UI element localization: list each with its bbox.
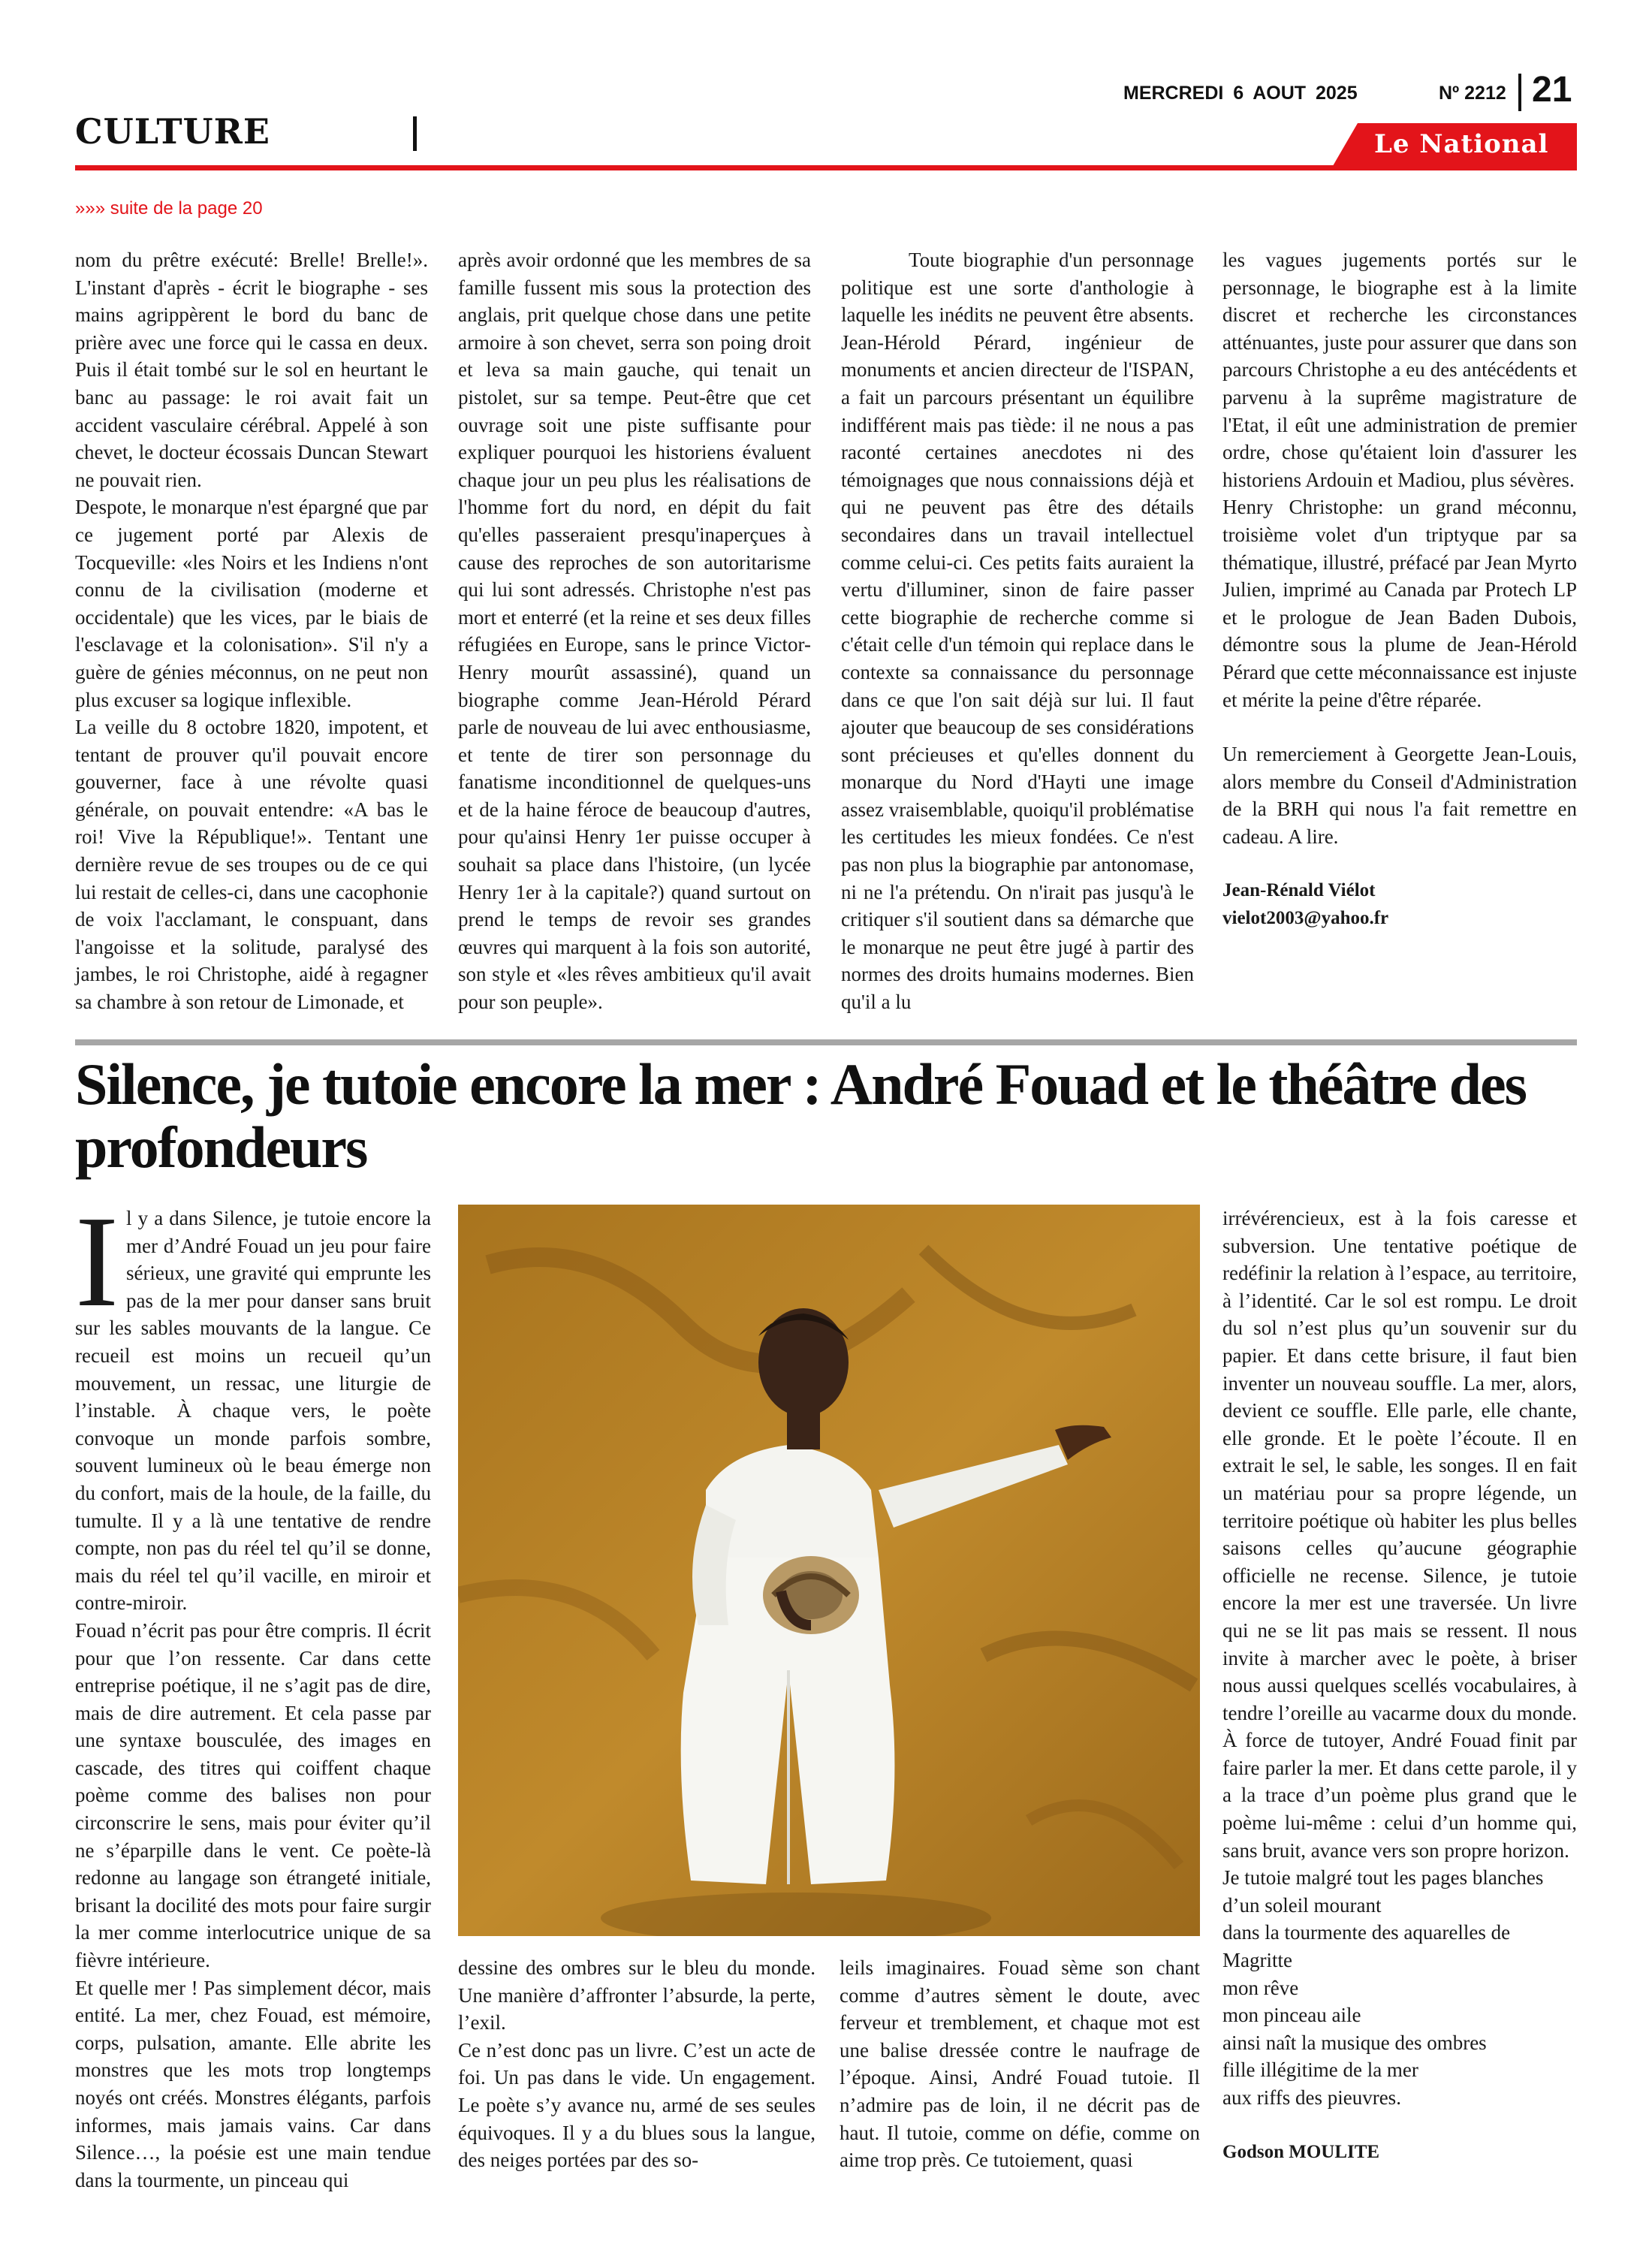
poem-line: Je tutoie malgré tout les pages blanches — [1222, 1866, 1544, 1890]
paragraph-text: l y a dans Silence, je tutoie encore la mer d’André Fouad un jeu pour faire sérieux, une gravité qui emprunte les pas de la mer pour danser sans bruit sur les sables mouvants de la langue. Ce recueil est moins un recueil qu’un mouvement, un ressac, une liturgie de l’instable. À chaque vers, le poète convoque un monde parfois sombre, souvent lumineux où le beau émerge non du confort, mais de la houle, de la faille, du tumulte. Il y a là une tentative de rendre compte, non pas du réel tel qu’il se donne, mais du réel tel qu’il vacille, en miroir et contre-miroir. — [75, 1207, 431, 1615]
article1-column-2 — [458, 246, 811, 1016]
paragraph: La veille du 8 octobre 1820, impotent, et tentant de prouver qu'il pouvait encore gouverner, face à une révolte quasi générale, on pouvait entendre: «A bas le roi! Vive la République!». Tentant une dernière revue de ses troupes ou de ce qui lui restait de celles-ci, dans une cacophonie de voix l'acclamant, le conspuant, dans l'angoisse et la solitude, paralysé des jambes, le roi Christophe, aidé à regagner sa chambre à son retour de Limonade, et — [75, 716, 428, 1014]
continued-from-link[interactable]: »»» suite de la page 20 — [75, 198, 263, 219]
article-divider — [75, 1039, 1577, 1045]
section-title: CULTURE — [75, 111, 270, 152]
header-divider — [1518, 74, 1521, 111]
paragraph: Toute biographie d'un personnage politique est une sorte d'anthologie à laquelle les inédits ne peuvent être absents. Jean-Hérold Pérard, ingénieur de monuments et ancien directeur de l'ISPAN, a fait un parcours présentant un équilibre indifférent mais pas tiède: il ne nous a pas raconté certaines anecdotes ni des témoignages que nous connaissions déjà et qui ne peuvent pas être des détails secondaires dans un travail intellectuel comme celui-ci. Ces petits faits auraient la vertu d'illuminer, sinon de faire passer cette biographie de recherche comme si c'était celle d'un témoin qui replace dans le contexte sa connaissance du personnage dans ce que l'on sait déjà sur lui. Il faut ajouter que beaucoup de ses considérations sont précieuses et qu'elles donnent du monarque du Nord d'Hayti une image assez vraisemblable, quoiqu'il problématise les certitudes les mieux fondées. Ce n'est pas non plus la biographie par antonomase, ni ne l'a prétendu. On n'irait pas jusqu'à le critiquer s'il soutient dans sa démarche que le monarque ne peut être jugé à partir des normes des droits humains modernes. Bien qu'il a lu — [841, 249, 1194, 1014]
article1-column-3 — [841, 246, 1194, 1016]
paragraph: nom du prêtre exécuté: Brelle! Brelle!». L'instant d'après - écrit le biographe - ses mains agrippèrent le bord du banc de prière avec une force qui le cassa en deux. Puis il était tombé sur le sol en heurtant le banc au passage: le roi avait fait un accident vasculaire cérébral. Appelé à son chevet, le docteur écossais Duncan Stewart ne pouvait rien. — [75, 249, 428, 491]
poem-line: dans la tourmente des aquarelles de Magritte — [1222, 1921, 1511, 1972]
newspaper-name: Le National — [1374, 129, 1549, 159]
poem-line: mon rêve — [1222, 1976, 1299, 1999]
article2-column-2 — [458, 1954, 815, 2174]
article2-column-1 — [75, 1189, 431, 2194]
paragraph: Ce n’est donc pas un livre. C’est un acte de foi. Un pas dans le vide. Un engagement. Le poète s’y avance nu, armé de ses seules équivoques. Il y a du blues sous la langue, des neiges portées par des so- — [458, 2038, 815, 2172]
paragraph: Un remerciement à Georgette Jean-Louis, alors membre du Conseil d'Administration de la BRH qui nous l'a fait remettre en cadeau. A lire. — [1222, 743, 1577, 848]
paragraph — [75, 1189, 431, 1617]
paragraph: Et quelle mer ! Pas simplement décor, mais entité. La mer, chez Fouad, est mémoire, corps, pulsation, amante. Elle abrite les monstres que les mots trop longtemps noyés ont créés. Monstres élégants, parfois informes, mais jamais vains. Car dans Silence…, la poésie est une main tendue dans la tourmente, un pinceau qui — [75, 1976, 431, 2191]
poem-line: d’un soleil mourant — [1222, 1893, 1382, 1917]
article1-column-4 — [1222, 246, 1577, 933]
article2-column-4 — [1222, 1205, 1577, 2166]
author-name: Godson MOULITE — [1222, 2141, 1380, 2162]
paragraph: dessine des ombres sur le bleu du monde. Une manière d’affronter l’absurde, la perte, l’exil. — [458, 1956, 815, 2034]
paragraph: les vagues jugements portés sur le personnage, le biographe est à la limite discret et recherche les circonstances atténuantes, juste pour assurer que dans son parcours Christophe a eu des antécédents et parvenu à la suprême magistrature de l'Etat, il eût une administration de premier ordre, chose qu'étaient loin d'assurer les historiens Ardouin et Madiou, plus sévères. — [1222, 249, 1577, 491]
paragraph: Fouad n’écrit pas pour être compris. Il écrit pour que l’on ressente. Car dans cette entreprise poétique, il ne s’agit pas de dire, mais de dire autrement. Et cela passe par une syntaxe bousculée, des images en cascade, des titres qui coiffent chaque poème comme des balises non pour circonscrire le sens, mais pour éviter qu’il ne s’éparpille dans le vent. Ce poète-là redonne au langage son étrangeté initiale, brisant la docilité des mots pour faire surgir la mer comme interlocutrice unique de sa fièvre intérieure. — [75, 1618, 431, 1972]
poem-line: fille illégitime de la mer — [1222, 2058, 1418, 2082]
drop-cap: I — [75, 1189, 119, 1334]
poem-line: mon pinceau aile — [1222, 2004, 1361, 2027]
paragraph: Despote, le monarque n'est épargné que par ce jugement porté par Alexis de Tocqueville: «les Noirs et les Indiens n'ont connu de la civilisation (moderne et occidentale) que les vices, par le biais de l'esclavage et la colonisation». S'il n'y a guère de génies méconnus, on ne peut non plus excuser sa logique inflexible. — [75, 496, 428, 711]
article-photo — [458, 1205, 1200, 1936]
poem-line: ainsi naît la musique des ombres — [1222, 2031, 1487, 2054]
article2-column-3 — [840, 1954, 1200, 2174]
author-email[interactable]: vielot2003@yahoo.fr — [1222, 908, 1389, 929]
issue-date: MERCREDI 6 AOUT 2025 — [1123, 83, 1358, 104]
article1-column-1 — [75, 246, 428, 1016]
section-divider — [413, 116, 417, 151]
poem-line: aux riffs des pieuvres. — [1222, 2086, 1401, 2109]
page-number: 21 — [1532, 70, 1572, 110]
article-headline: Silence, je tutoie encore la mer : André Fouad et le théâtre des profondeurs — [75, 1051, 1527, 1180]
author-name: Jean-Rénald Viélot — [1222, 880, 1376, 901]
issue-number: Nº 2212 — [1439, 83, 1506, 104]
paragraph: leils imaginaires. Fouad sème son chant comme d’autres sèment le doute, avec ferveur et tremblement, et chaque mot est une balise dressée contre le naufrage de l’époque. Ainsi, André Fouad tutoie. Il n’admire pas de loin, il ne décrit pas de haut. Il tutoie, comme on défie, comme on aime trop près. Ce tutoiement, quasi — [840, 1956, 1200, 2172]
paragraph: irrévérencieux, est à la fois caresse et subversion. Une tentative poétique de redéfinir la relation à l’espace, au territoire, à l’identité. Car le sol est rompu. Le droit du sol n’est plus qu’un souvenir sur du papier. Et dans cette brisure, il faut bien inventer un nouveau souffle. La mer, alors, devient ce souffle. Elle parle, elle chante, elle gronde. Et le poète l’écoute. Il en extrait le sel, le sable, les songes. Il en fait un matériau pour sa propre légende, un territoire poétique où habiter les plus belles saisons celles qu’aucune géographie officielle ne recense. Silence, je tutoie encore la mer est une traversée. Un livre qui ne se lit pas mais se ressent. Il nous invite à marcher avec le poète, à briser nous aussi quelques scellés vocabulaires, à tendre l’oreille au vacarme doux du monde. À force de tutoyer, André Fouad finit par faire parler la mer. Et dans cette parole, il y a la trace d’un poème plus grand que le poème lui-même : celui d’un homme qui, sans bruit, avance vers son propre horizon. — [1222, 1207, 1577, 1862]
paragraph: après avoir ordonné que les membres de sa famille fussent mis sous la protection des anglais, prit quelque chose dans une petite armoire à son chevet, serra son poing droit et leva sa main gauche, qui tenait un pistolet, sur sa tempe. Peut-être que cet ouvrage soit une piste suffisante pour expliquer pourquoi les historiens évaluent chaque jour un peu plus les réalisations de l'homme fort du nord, en dépit du fait qu'elles passeraient presqu'inaperçues à cause des reproches de son autoritarisme qui lui sont adressés. Christophe n'est pas mort et enterré (et la reine et ses deux filles réfugiées en Europe, sans le prince Victor-Henry mourût assassiné), quand un biographe comme Jean-Hérold Pérard parle de nouveau de lui avec enthousiasme, et tente de tirer son personnage du fanatisme inconditionnel de quelques-uns et de la haine féroce de beaucoup d'autres, pour qu'ainsi Henry 1er puisse occuper à souhait sa place dans l'histoire, (un lycée Henry 1er à la capitale?) quand surtout on prend le temps de revoir ses grandes œuvres qui marquent à la fois son autorité, son style et «les rêves ambitieux qu'il avait pour son peuple». — [458, 249, 811, 1014]
paragraph: Henry Christophe: un grand méconnu, troisième volet d'un triptyque par sa thématique, illustré, préfacé par Jean Myrto Julien, imprimé au Canada par Protech LP et le prologue de Jean Baden Dubois, démontre sous la plume de Jean-Hérold Pérard que cette méconnaissance est injuste et mérite la peine d'être réparée. — [1222, 496, 1577, 711]
